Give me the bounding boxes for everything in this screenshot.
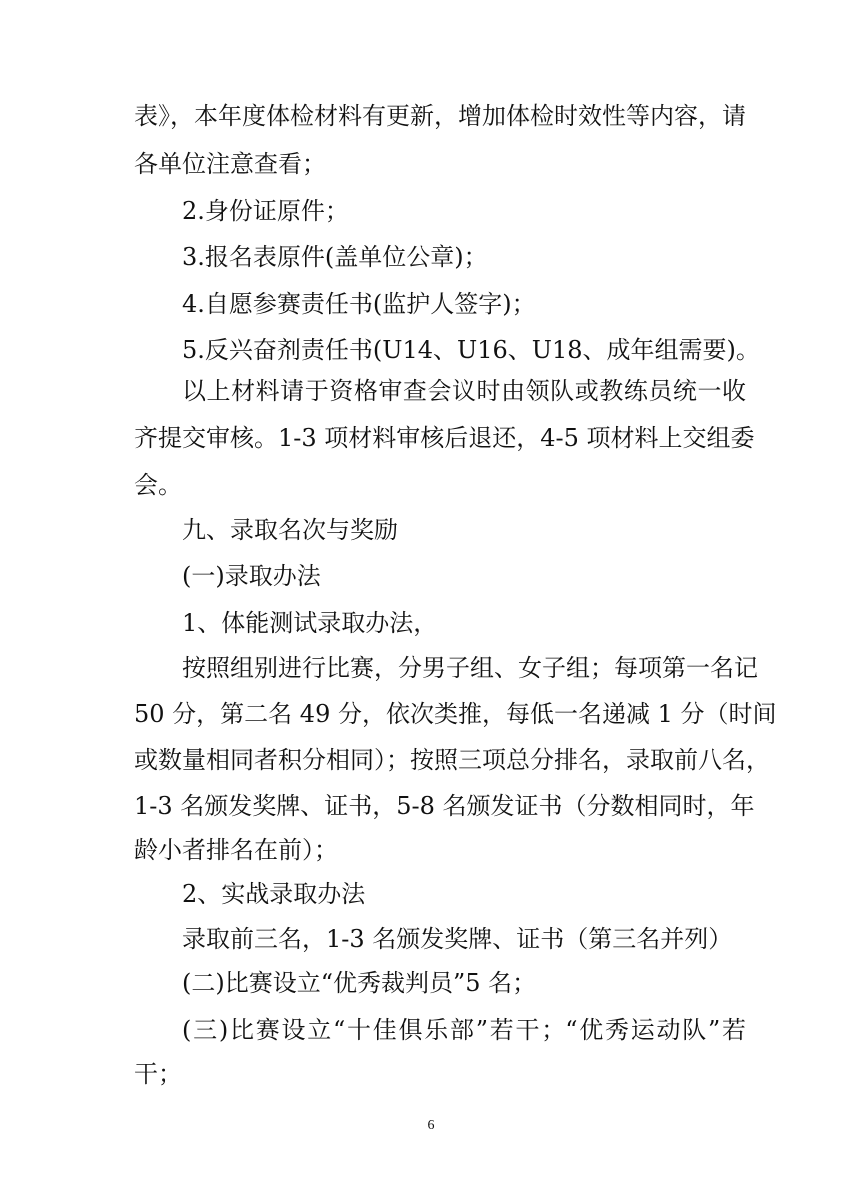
line-text: 表》，本年度体检材料有更新，增加体检时效性等内容，请 [134, 102, 746, 130]
line-text: 5.反兴奋剂责任书(U14、U16、U18、成年组需要)。 [182, 336, 760, 364]
text-line [0, 189, 862, 233]
line-text: 1-3 名颁发奖牌、证书，5-8 名颁发证书（分数相同时，年 [134, 792, 755, 820]
text-line [0, 828, 862, 872]
text-line [0, 692, 862, 736]
line-text: 干； [134, 1060, 182, 1088]
line-text: 会。 [134, 471, 182, 499]
text-line [0, 1052, 862, 1096]
line-text: 4.自愿参赛责任书(监护人签字)； [182, 290, 536, 318]
text-line [0, 738, 862, 782]
text-line [0, 235, 862, 279]
text-line [0, 328, 862, 372]
line-text: (三)比赛设立“十佳俱乐部”若干；“优秀运动队”若 [182, 1016, 746, 1044]
text-line [0, 282, 862, 326]
line-text: 或数量相同者积分相同）；按照三项总分排名，录取前八名， [134, 746, 770, 774]
line-text: 录取前三名，1-3 名颁发奖牌、证书（第三名并列） [182, 925, 733, 953]
text-line [0, 961, 862, 1005]
section-heading: 九、录取名次与奖励 [182, 516, 398, 544]
text-line [0, 463, 862, 507]
line-text: 按照组别进行比赛，分男子组、女子组；每项第一名记 [182, 654, 758, 682]
line-text: (二)比赛设立“优秀裁判员”5 名； [182, 969, 537, 997]
line-text: 各单位注意查看； [134, 150, 326, 178]
text-line [0, 1008, 862, 1052]
subsection-heading: (一)录取办法 [182, 562, 321, 590]
text-line [0, 94, 862, 138]
page-number: 6 [427, 1118, 435, 1133]
line-text: 1、体能测试录取办法， [182, 609, 438, 637]
text-line [0, 416, 862, 460]
text-line [0, 917, 862, 961]
text-line [0, 554, 862, 598]
text-line [0, 646, 862, 690]
line-text: 齐提交审核。1-3 项材料审核后退还，4-5 项材料上交组委 [134, 424, 755, 452]
text-line [0, 872, 862, 916]
text-line [0, 601, 862, 645]
text-line [0, 508, 862, 552]
text-line [0, 142, 862, 186]
text-line [0, 784, 862, 828]
line-text: 以上材料请于资格审查会议时由领队或教练员统一收 [182, 377, 746, 405]
line-text: 2.身份证原件； [182, 197, 349, 225]
line-text: 3.报名表原件(盖单位公章)； [182, 243, 488, 271]
line-text: 2、实战录取办法 [182, 880, 366, 908]
line-text: 龄小者排名在前）； [134, 836, 338, 864]
text-line [0, 369, 862, 413]
line-text: 50 分，第二名 49 分，依次类推，每低一名递减 1 分（时间 [134, 700, 777, 728]
